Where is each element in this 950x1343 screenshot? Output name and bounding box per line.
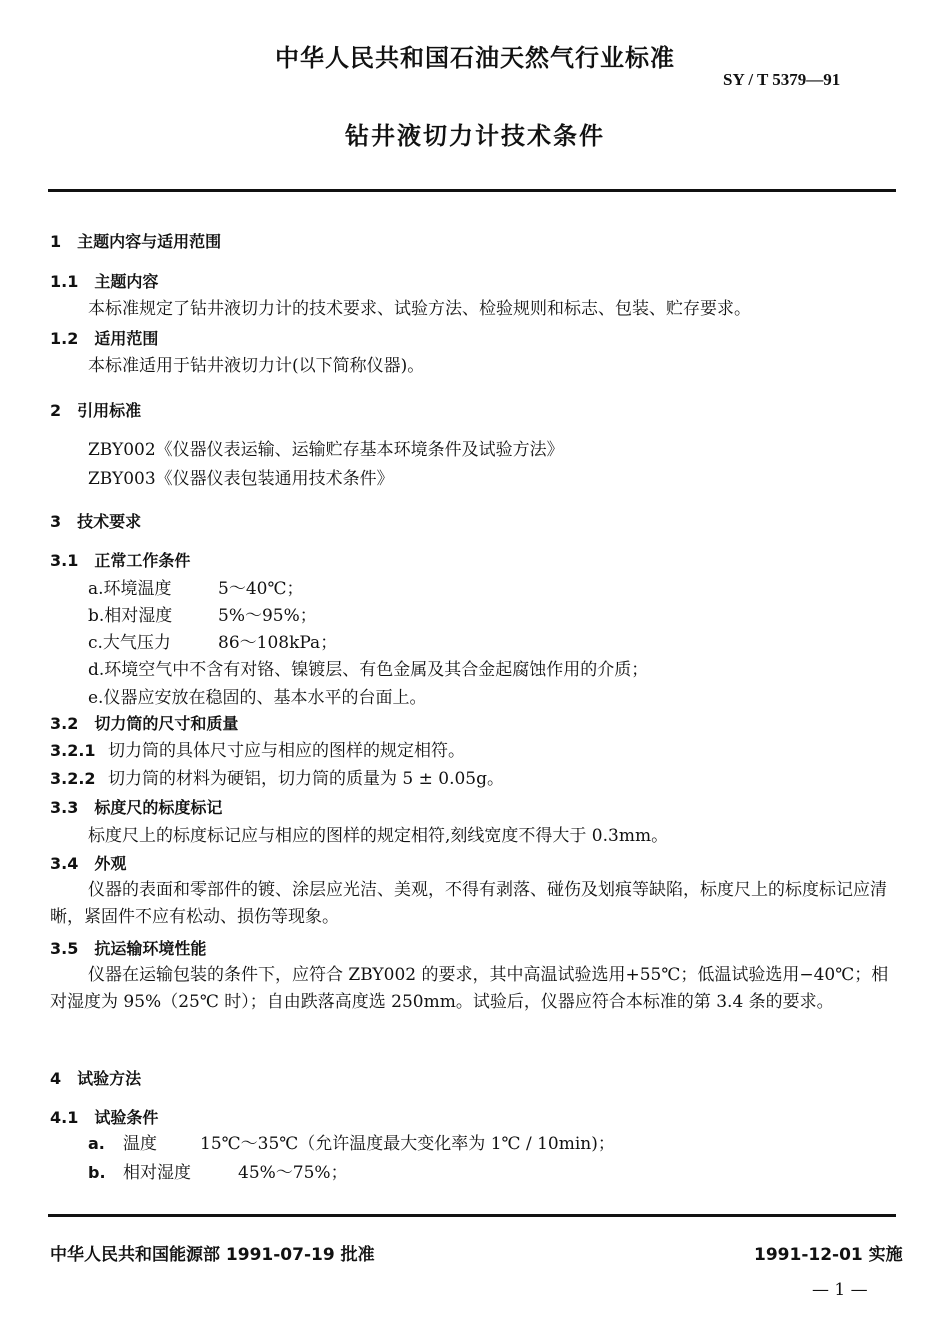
section-3-4-heading: 3.4 外观 xyxy=(50,854,127,873)
test-condition-name: 温度 xyxy=(123,1134,157,1154)
section-3-2-1-text: 切力筒的具体尺寸应与相应的图样的规定相符。 xyxy=(108,741,465,761)
condition-label: b.相对湿度 xyxy=(88,606,173,626)
condition-d: d.环境空气中不含有对铬、镍镀层、有色金属及其合金起腐蚀作用的介质； xyxy=(88,660,649,680)
section-3-4-text: 仪器的表面和零部件的镀、涂层应光洁、美观，不得有剥落、碰伤及划痕等缺陷，标度尺上的标度标记应清晰，紧固件不应有松动、损伤等现象。 xyxy=(50,880,887,927)
section-2-heading: 2 引用标准 xyxy=(50,401,142,420)
header-rule xyxy=(48,189,896,192)
test-condition-value: 15℃～35℃（允许温度最大变化率为 1℃ / 10min)； xyxy=(200,1134,615,1154)
section-3-heading: 3 技术要求 xyxy=(50,512,142,531)
section-3-3-text: 标度尺上的标度标记应与相应的图样的规定相符,刻线宽度不得大于 0.3mm。 xyxy=(88,826,669,846)
section-3-5-text: 仪器在运输包装的条件下，应符合 ZBY002 的要求，其中高温试验选用+55℃；低温试验选用−40℃；相对湿度为 95%（25℃ 时）；自由跌落高度选 250mm。试验后，仪器应符合本标准的第 3.4 条的要求。 xyxy=(50,965,889,1012)
section-3-2-heading: 3.2 切力筒的尺寸和质量 xyxy=(50,714,239,733)
condition-label: c.大气压力 xyxy=(88,633,171,653)
section-1-1-text: 本标准规定了钻井液切力计的技术要求、试验方法、检验规则和标志、包装、贮存要求。 xyxy=(88,299,751,319)
section-3-2-2-number: 3.2.2 xyxy=(50,769,96,788)
section-4-heading: 4 试验方法 xyxy=(50,1069,142,1088)
section-3-3-heading: 3.3 标度尺的标度标记 xyxy=(50,798,223,817)
page-number: — 1 — xyxy=(812,1280,868,1300)
section-3-2-1-number: 3.2.1 xyxy=(50,741,96,760)
section-3-5-heading: 3.5 抗运输环境性能 xyxy=(50,939,207,958)
issuing-org: 中华人民共和国石油天然气行业标准 xyxy=(275,44,675,72)
section-1-2-heading: 1.2 适用范围 xyxy=(50,329,159,348)
document-title: 钻井液切力计技术条件 xyxy=(345,122,605,150)
test-condition-label: a. xyxy=(88,1134,105,1153)
section-3-2-2-text: 切力筒的材料为硬铝，切力筒的质量为 5 ± 0.05g。 xyxy=(108,769,505,789)
effective-date: 1991-12-01 实施 xyxy=(754,1245,903,1265)
section-4-1-heading: 4.1 试验条件 xyxy=(50,1108,159,1127)
section-1-1-heading: 1.1 主题内容 xyxy=(50,272,159,291)
section-1-heading: 1 主题内容与适用范围 xyxy=(50,232,222,251)
condition-value: 5～40℃； xyxy=(218,579,304,599)
reference-item: ZBY003《仪器仪表包装通用技术条件》 xyxy=(88,469,394,489)
reference-item: ZBY002《仪器仪表运输、运输贮存基本环境条件及试验方法》 xyxy=(88,440,564,460)
condition-value: 86～108kPa； xyxy=(218,633,338,653)
test-condition-label: b. xyxy=(88,1163,106,1182)
section-1-2-text: 本标准适用于钻井液切力计(以下简称仪器)。 xyxy=(88,356,425,376)
section-3-1-heading: 3.1 正常工作条件 xyxy=(50,551,191,570)
approval-line: 中华人民共和国能源部 1991-07-19 批准 xyxy=(50,1245,375,1265)
condition-e: e.仪器应安放在稳固的、基本水平的台面上。 xyxy=(88,688,427,708)
footer-rule xyxy=(48,1214,896,1217)
standard-code: SY / T 5379—91 xyxy=(723,70,841,89)
condition-value: 5%～95%； xyxy=(218,606,317,626)
condition-label: a.环境温度 xyxy=(88,579,172,599)
test-condition-name: 相对湿度 xyxy=(123,1163,191,1183)
test-condition-value: 45%～75%； xyxy=(238,1163,348,1183)
